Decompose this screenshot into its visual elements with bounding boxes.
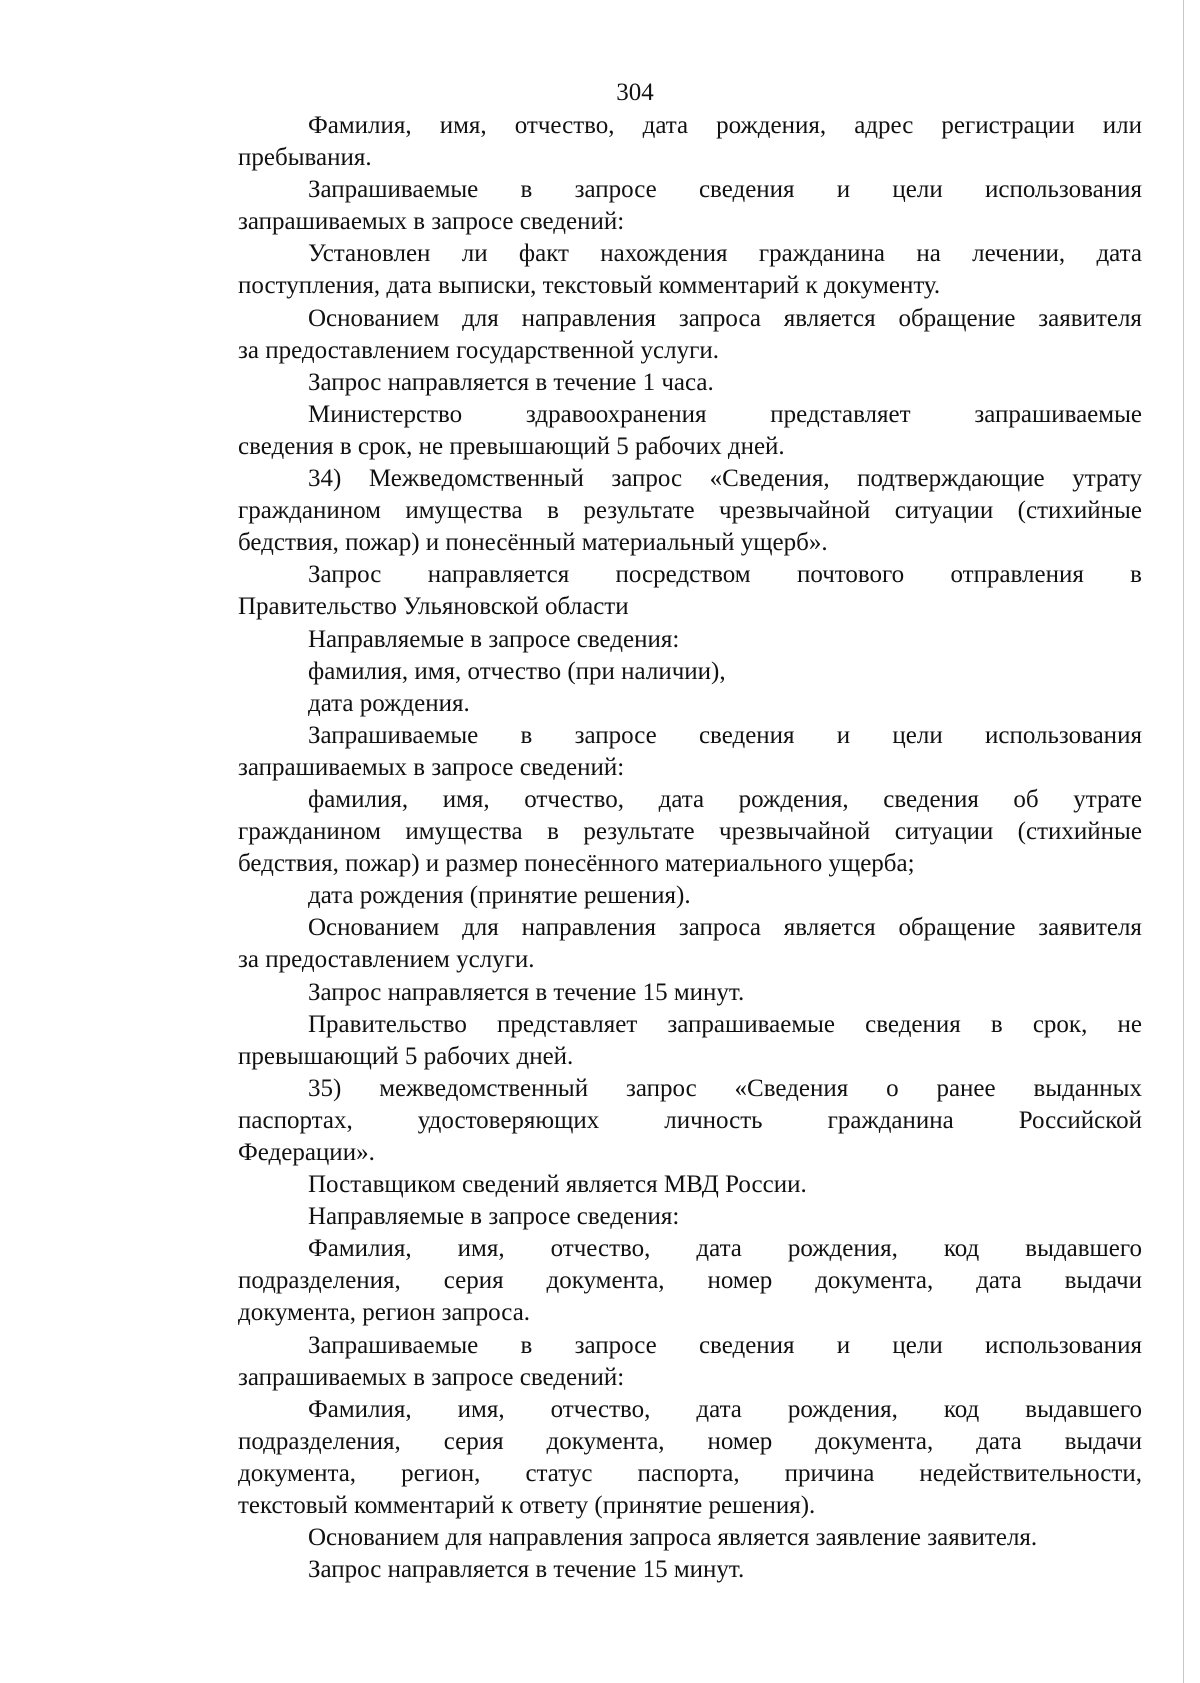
text-line: документа, регион запроса. xyxy=(238,1299,531,1327)
text-line: бедствия, пожар) и понесённый материальный ущерб». xyxy=(238,529,828,557)
paragraph xyxy=(238,559,1142,623)
text-line: Направляемые в запросе сведения: xyxy=(308,1203,680,1231)
text-line: 34) Межведомственный запрос «Сведения, подтверждающие утрату xyxy=(308,465,1142,493)
text-line: превышающий 5 рабочих дней. xyxy=(238,1042,574,1070)
text-line: Поставщиком сведений является МВД России. xyxy=(308,1171,807,1199)
text-line: Направляемые в запросе сведения: xyxy=(308,625,680,653)
text-line: Запрашиваемые в запросе сведения и цели использования xyxy=(308,721,1142,749)
paragraph xyxy=(238,238,1142,302)
paragraph xyxy=(238,720,1142,784)
paragraph xyxy=(238,1073,1142,1169)
text-line: запрашиваемых в запросе сведений: xyxy=(238,753,625,781)
text-line: Фамилия, имя, отчество, дата рождения, код выдавшего xyxy=(308,1235,1142,1263)
paragraph xyxy=(238,688,1142,720)
paragraph xyxy=(238,367,1142,399)
text-line: Основанием для направления запроса является обращение заявителя xyxy=(308,304,1142,332)
text-line: документа, регион, статус паспорта, причина недействительности, xyxy=(238,1459,1142,1487)
paragraph xyxy=(238,174,1142,238)
paragraph xyxy=(238,624,1142,656)
text-line: дата рождения. xyxy=(308,689,470,717)
text-line: подразделения, серия документа, номер документа, дата выдачи xyxy=(238,1427,1142,1455)
scan-edge-line xyxy=(1183,0,1184,1683)
paragraph xyxy=(238,1554,1142,1586)
paragraph xyxy=(238,1394,1142,1522)
paragraph xyxy=(238,912,1142,976)
text-line: фамилия, имя, отчество, дата рождения, сведения об утрате xyxy=(308,785,1142,813)
paragraph xyxy=(238,977,1142,1009)
text-line: за предоставлением услуги. xyxy=(238,946,535,974)
text-line: поступления, дата выписки, текстовый комментарий к документу. xyxy=(238,272,941,300)
paragraph xyxy=(238,303,1142,367)
text-line: пребывания. xyxy=(238,144,372,172)
paragraph xyxy=(238,110,1142,174)
text-line: запрашиваемых в запросе сведений: xyxy=(238,1363,625,1391)
paragraph xyxy=(238,784,1142,880)
paragraph xyxy=(238,880,1142,912)
paragraph xyxy=(238,1233,1142,1329)
text-line: подразделения, серия документа, номер документа, дата выдачи xyxy=(238,1267,1142,1295)
text-line: Правительство представляет запрашиваемые сведения в срок, не xyxy=(308,1010,1142,1038)
paragraph xyxy=(238,656,1142,688)
text-line: Правительство Ульяновской области xyxy=(238,593,629,621)
text-line: 35) межведомственный запрос «Сведения о ранее выданных xyxy=(308,1074,1142,1102)
text-line: Министерство здравоохранения представляет запрашиваемые xyxy=(308,400,1142,428)
text-line: Запрашиваемые в запросе сведения и цели использования xyxy=(308,1331,1142,1359)
text-line: текстовый комментарий к ответу (принятие решения). xyxy=(238,1492,816,1520)
paragraph xyxy=(238,399,1142,463)
text-line: Федерации». xyxy=(238,1139,375,1166)
text-line: за предоставлением государственной услуги. xyxy=(238,336,719,364)
text-line: Фамилия, имя, отчество, дата рождения, код выдавшего xyxy=(308,1395,1142,1423)
text-line: Запрос направляется посредством почтового отправления в xyxy=(308,561,1142,589)
text-line: паспортах, удостоверяющих личность гражданина Российской xyxy=(238,1106,1142,1134)
paragraph xyxy=(238,1522,1142,1554)
text-line: гражданином имущества в результате чрезвычайной ситуации (стихийные xyxy=(238,497,1142,525)
text-line: запрашиваемых в запросе сведений: xyxy=(238,208,625,236)
paragraph xyxy=(238,463,1142,559)
paragraph xyxy=(238,1169,1142,1201)
text-line: Установлен ли факт нахождения гражданина на лечении, дата xyxy=(308,240,1142,268)
text-line: Запрос направляется в течение 15 минут. xyxy=(308,978,745,1006)
text-line: Запрос направляется в течение 1 часа. xyxy=(308,368,714,396)
text-line: сведения в срок, не превышающий 5 рабочих дней. xyxy=(238,432,785,460)
text-line: дата рождения (принятие решения). xyxy=(308,882,691,910)
text-line: бедствия, пожар) и размер понесённого материального ущерба; xyxy=(238,850,915,878)
text-line: Запрос направляется в течение 15 минут. xyxy=(308,1556,745,1584)
paragraph xyxy=(238,1201,1142,1233)
text-line: Основанием для направления запроса является заявление заявителя. xyxy=(308,1524,1038,1552)
text-line: Запрашиваемые в запросе сведения и цели использования xyxy=(308,176,1142,204)
text-line: гражданином имущества в результате чрезвычайной ситуации (стихийные xyxy=(238,818,1142,846)
text-line: Фамилия, имя, отчество, дата рождения, адрес регистрации или xyxy=(308,112,1142,139)
page-number: 304 xyxy=(616,79,654,106)
paragraph xyxy=(238,1330,1142,1394)
text-line: фамилия, имя, отчество (при наличии), xyxy=(308,657,726,685)
text-line: Основанием для направления запроса является обращение заявителя xyxy=(308,914,1142,942)
document-body xyxy=(238,110,1142,1586)
paragraph xyxy=(238,1009,1142,1073)
